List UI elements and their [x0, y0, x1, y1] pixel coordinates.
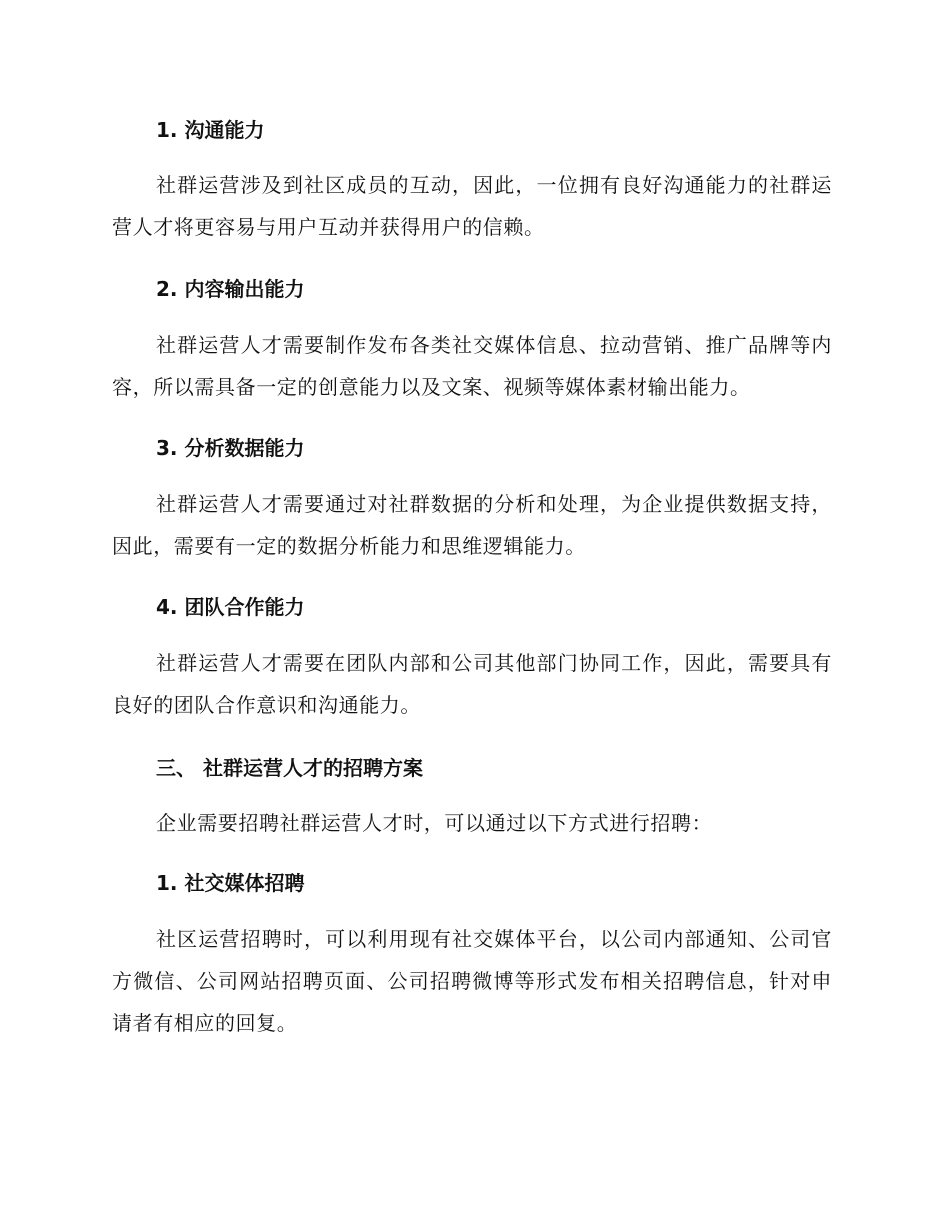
section-paragraph-communication: 社群运营涉及到社区成员的互动，因此，一位拥有良好沟通能力的社群运营人才将更容易与用户互动并获得用户的信赖。	[112, 173, 832, 239]
section-paragraph-data-analysis: 社群运营人才需要通过对社群数据的分析和处理，为企业提供数据支持，因此，需要有一定的数据分析能力和思维逻辑能力。	[112, 492, 832, 558]
section-paragraph-recruitment-plan: 企业需要招聘社群运营人才时，可以通过以下方式进行招聘：	[156, 811, 713, 835]
section-heading-content-output: 2. 内容输出能力	[156, 277, 305, 301]
section-heading-recruitment-plan: 三、 社群运营人才的招聘方案	[156, 756, 423, 780]
section-paragraph-content-output: 社群运营人才需要制作发布各类社交媒体信息、拉动营销、推广品牌等内容，所以需具备一定的创意能力以及文案、视频等媒体素材输出能力。	[112, 333, 832, 399]
section-heading-teamwork: 4. 团队合作能力	[156, 595, 305, 619]
section-paragraph-social-media-recruitment: 社区运营招聘时，可以利用现有社交媒体平台，以公司内部通知、公司官方微信、公司网站招聘页面、公司招聘微博等形式发布相关招聘信息，针对申请者有相应的回复。	[112, 927, 832, 1035]
section-heading-data-analysis: 3. 分析数据能力	[156, 436, 305, 460]
section-paragraph-teamwork: 社群运营人才需要在团队内部和公司其他部门协同工作，因此，需要具有良好的团队合作意识和沟通能力。	[112, 651, 832, 717]
section-heading-social-media-recruitment: 1. 社交媒体招聘	[156, 871, 305, 895]
section-heading-communication: 1. 沟通能力	[156, 118, 265, 142]
